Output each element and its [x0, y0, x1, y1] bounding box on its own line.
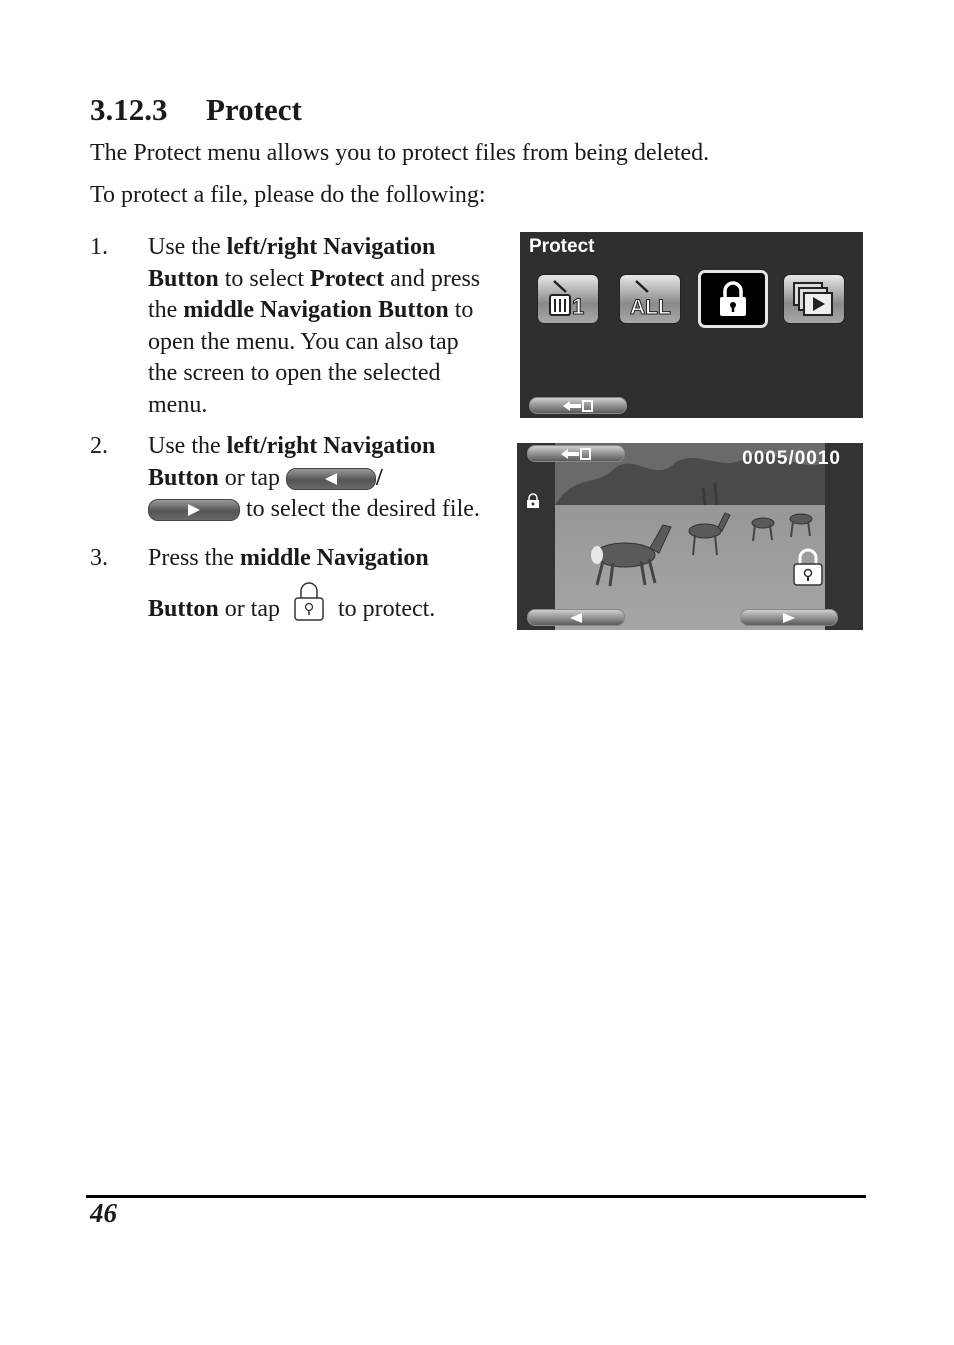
step-text: or tap: [218, 595, 286, 622]
step-text: or tap: [218, 464, 286, 491]
protect-all-icon: [624, 278, 676, 320]
menu-title: Protect: [529, 236, 595, 257]
deer-photo: [555, 443, 825, 630]
prev-button[interactable]: [286, 468, 376, 490]
protect-menu-screen: [520, 232, 863, 418]
next-button[interactable]: [148, 499, 240, 521]
step-number: 2.: [90, 433, 108, 459]
step-text: to protect.: [332, 595, 436, 622]
step-emphasis: Protect: [310, 265, 385, 292]
protect-one-icon: [544, 278, 592, 320]
step-emphasis: middle Navigation Button: [183, 297, 449, 323]
tile-protect-lock[interactable]: [698, 270, 768, 328]
step-1: [90, 232, 490, 421]
back-button[interactable]: [529, 397, 627, 414]
arrow-left-icon: [568, 612, 584, 624]
step-text: Press the: [148, 544, 240, 571]
step-emphasis: left/right Navigation Button: [148, 234, 436, 292]
lead-paragraph: To protect a file, please do the following:: [90, 182, 486, 208]
svg-text:1: 1: [572, 294, 585, 319]
back-button[interactable]: [527, 445, 625, 462]
playback-screen: [517, 443, 863, 630]
section-number: 3.12.3: [90, 92, 168, 127]
lock-icon: [715, 279, 751, 319]
next-button[interactable]: [740, 609, 838, 626]
protected-status-icon: [525, 493, 541, 509]
step-text: to open the menu. You can also tap the screen to open the selected menu.: [148, 297, 474, 418]
step-text: Use the: [148, 234, 227, 260]
file-counter: 0005/0010: [742, 448, 841, 469]
steps-list: [90, 232, 490, 647]
page-number: 46: [90, 1198, 117, 1228]
return-icon: [561, 399, 595, 413]
arrow-left-icon: [323, 472, 339, 486]
svg-text:ALL: ALL: [630, 296, 671, 319]
step-3: [90, 536, 490, 637]
arrow-right-icon: [781, 612, 797, 624]
step-text: and press the: [148, 265, 481, 323]
arrow-right-icon: [186, 503, 202, 517]
tile-protect-one[interactable]: [537, 274, 599, 324]
lock-icon: [791, 547, 825, 587]
tile-slideshow[interactable]: [783, 274, 845, 324]
step-emphasis: left/right Navigation Button: [148, 433, 436, 491]
step-text: to select the desired file.: [240, 496, 480, 522]
step-text: Use the: [148, 433, 227, 459]
step-emphasis: middle Navigation Button: [148, 544, 429, 622]
section-title: Protect: [206, 92, 302, 127]
step-text: to select: [218, 265, 310, 292]
step-emphasis: /: [376, 464, 383, 491]
slideshow-icon: [790, 279, 838, 319]
footer-rule: [86, 1195, 866, 1198]
step-number: 3.: [90, 544, 108, 571]
tile-protect-all[interactable]: [619, 274, 681, 324]
prev-button[interactable]: [527, 609, 625, 626]
step-2: [90, 431, 490, 526]
protect-button[interactable]: [791, 547, 825, 587]
intro-paragraph: The Protect menu allows you to protect files from being deleted.: [90, 140, 710, 166]
protect-lock-icon[interactable]: [292, 580, 326, 637]
return-icon: [559, 447, 593, 461]
section-heading: [90, 92, 302, 128]
step-number: 1.: [90, 234, 108, 260]
